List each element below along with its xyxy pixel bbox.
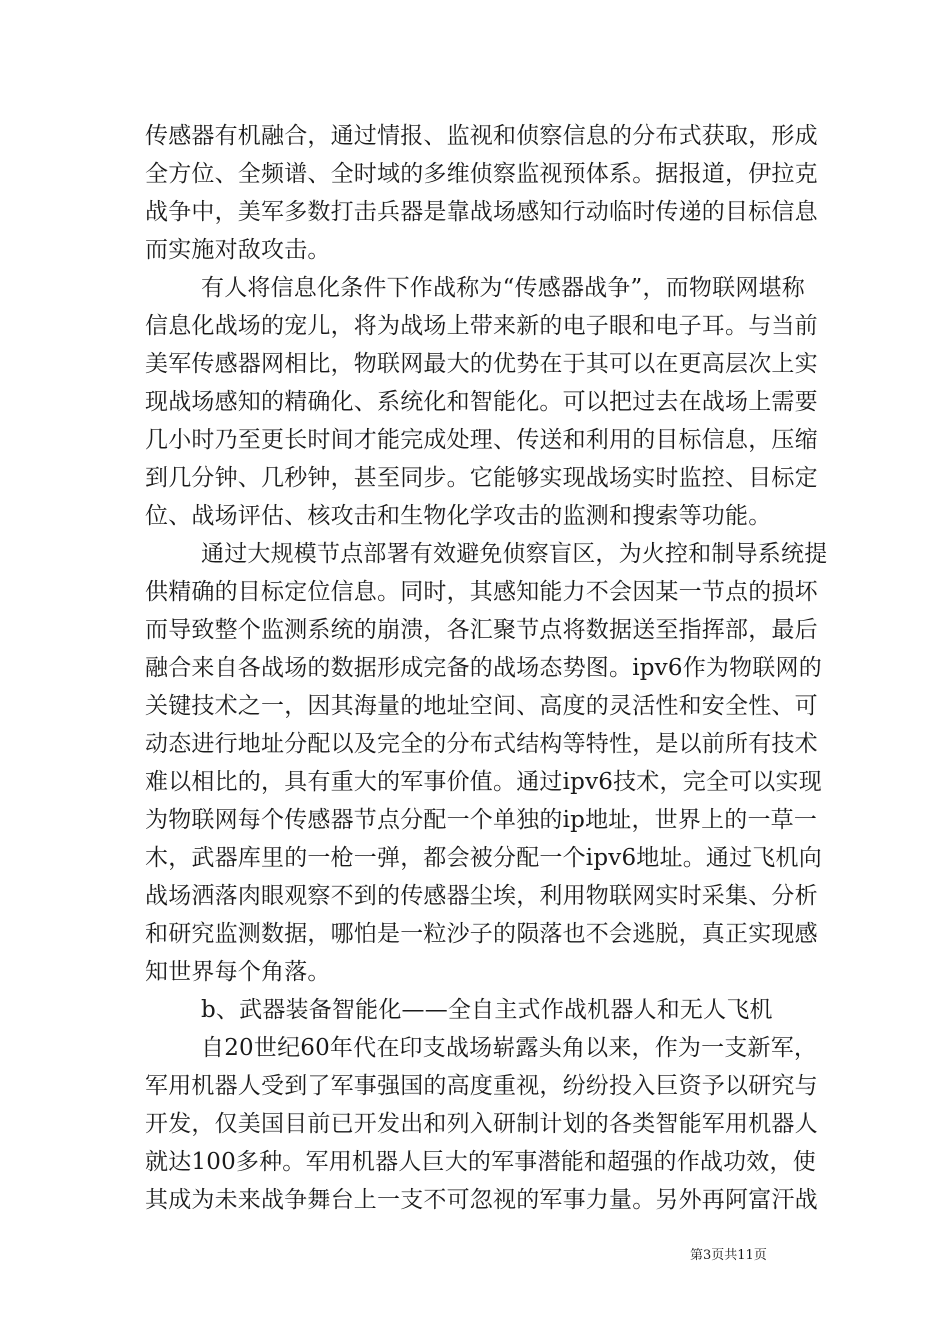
text-line: 而实施对敌攻击。 [145,237,331,263]
text-line: 信息化战场的宠儿，将为战场上带来新的电子眼和电子耳。与当前 [145,313,818,339]
text-line: 传感器有机融合，通过情报、监视和侦察信息的分布式获取，形成 [145,123,818,149]
text-line: 和研究监测数据，哪怕是一粒沙子的陨落也不会逃脱，真正实现感 [145,921,818,947]
text-line: 战争中，美军多数打击兵器是靠战场感知行动临时传递的目标信息 [145,199,818,225]
text-line: 军用机器人受到了军事强国的高度重视，纷纷投入巨资予以研究与 [145,1073,818,1099]
text-line: 动态进行地址分配以及完全的分布式结构等特性，是以前所有技术 [145,731,818,757]
text-line: 开发，仅美国目前已开发出和列入研制计划的各类智能军用机器人 [145,1111,818,1137]
text-line: 其成为未来战争舞台上一支不可忽视的军事力量。另外再阿富汗战 [145,1187,818,1213]
text-line: 几小时乃至更长时间才能完成处理、传送和利用的目标信息，压缩 [145,427,818,453]
text-line: 而导致整个监测系统的崩溃，各汇聚节点将数据送至指挥部，最后 [145,617,818,643]
text-line: 供精确的目标定位信息。同时，其感知能力不会因某一节点的损坏 [145,579,818,605]
text-line: 美军传感器网相比，物联网最大的优势在于其可以在更高层次上实 [145,351,818,377]
text-line: 通过大规模节点部署有效避免侦察盲区，为火控和制导系统提 [201,541,828,567]
text-line: 木，武器库里的一枪一弹，都会被分配一个ipv6地址。通过飞机向 [145,845,822,871]
text-line: 自20世纪60年代在印支战场崭露头角以来，作为一支新军， [201,1035,818,1061]
text-line: 融合来自各战场的数据形成完备的战场态势图。ipv6作为物联网的 [145,655,822,681]
text-line: b、武器装备智能化——全自主式作战机器人和无人飞机 [201,997,773,1023]
text-line: 到几分钟、几秒钟，甚至同步。它能够实现战场实时监控、目标定 [145,465,818,491]
text-line: 全方位、全频谱、全时域的多维侦察监视预体系。据报道，伊拉克 [145,161,818,187]
text-line: 就达100多种。军用机器人巨大的军事潜能和超强的作战功效，使 [145,1149,816,1175]
text-line: 关键技术之一，因其海量的地址空间、高度的灵活性和安全性、可 [145,693,818,719]
text-line: 为物联网每个传感器节点分配一个单独的ip地址，世界上的一草一 [145,807,818,833]
text-line: 难以相比的，具有重大的军事价值。通过ipv6技术，完全可以实现 [145,769,822,795]
text-line: 位、战场评估、核攻击和生物化学攻击的监测和搜索等功能。 [145,503,772,529]
text-line: 知世界每个角落。 [145,959,331,985]
text-line: 现战场感知的精确化、系统化和智能化。可以把过去在战场上需要 [145,389,818,415]
page-number-footer: 第3页共11页 [690,1248,767,1263]
text-line: 战场洒落肉眼观察不到的传感器尘埃，利用物联网实时采集、分析 [145,883,818,909]
text-line: 有人将信息化条件下作战称为“传感器战争”，而物联网堪称 [201,275,805,301]
